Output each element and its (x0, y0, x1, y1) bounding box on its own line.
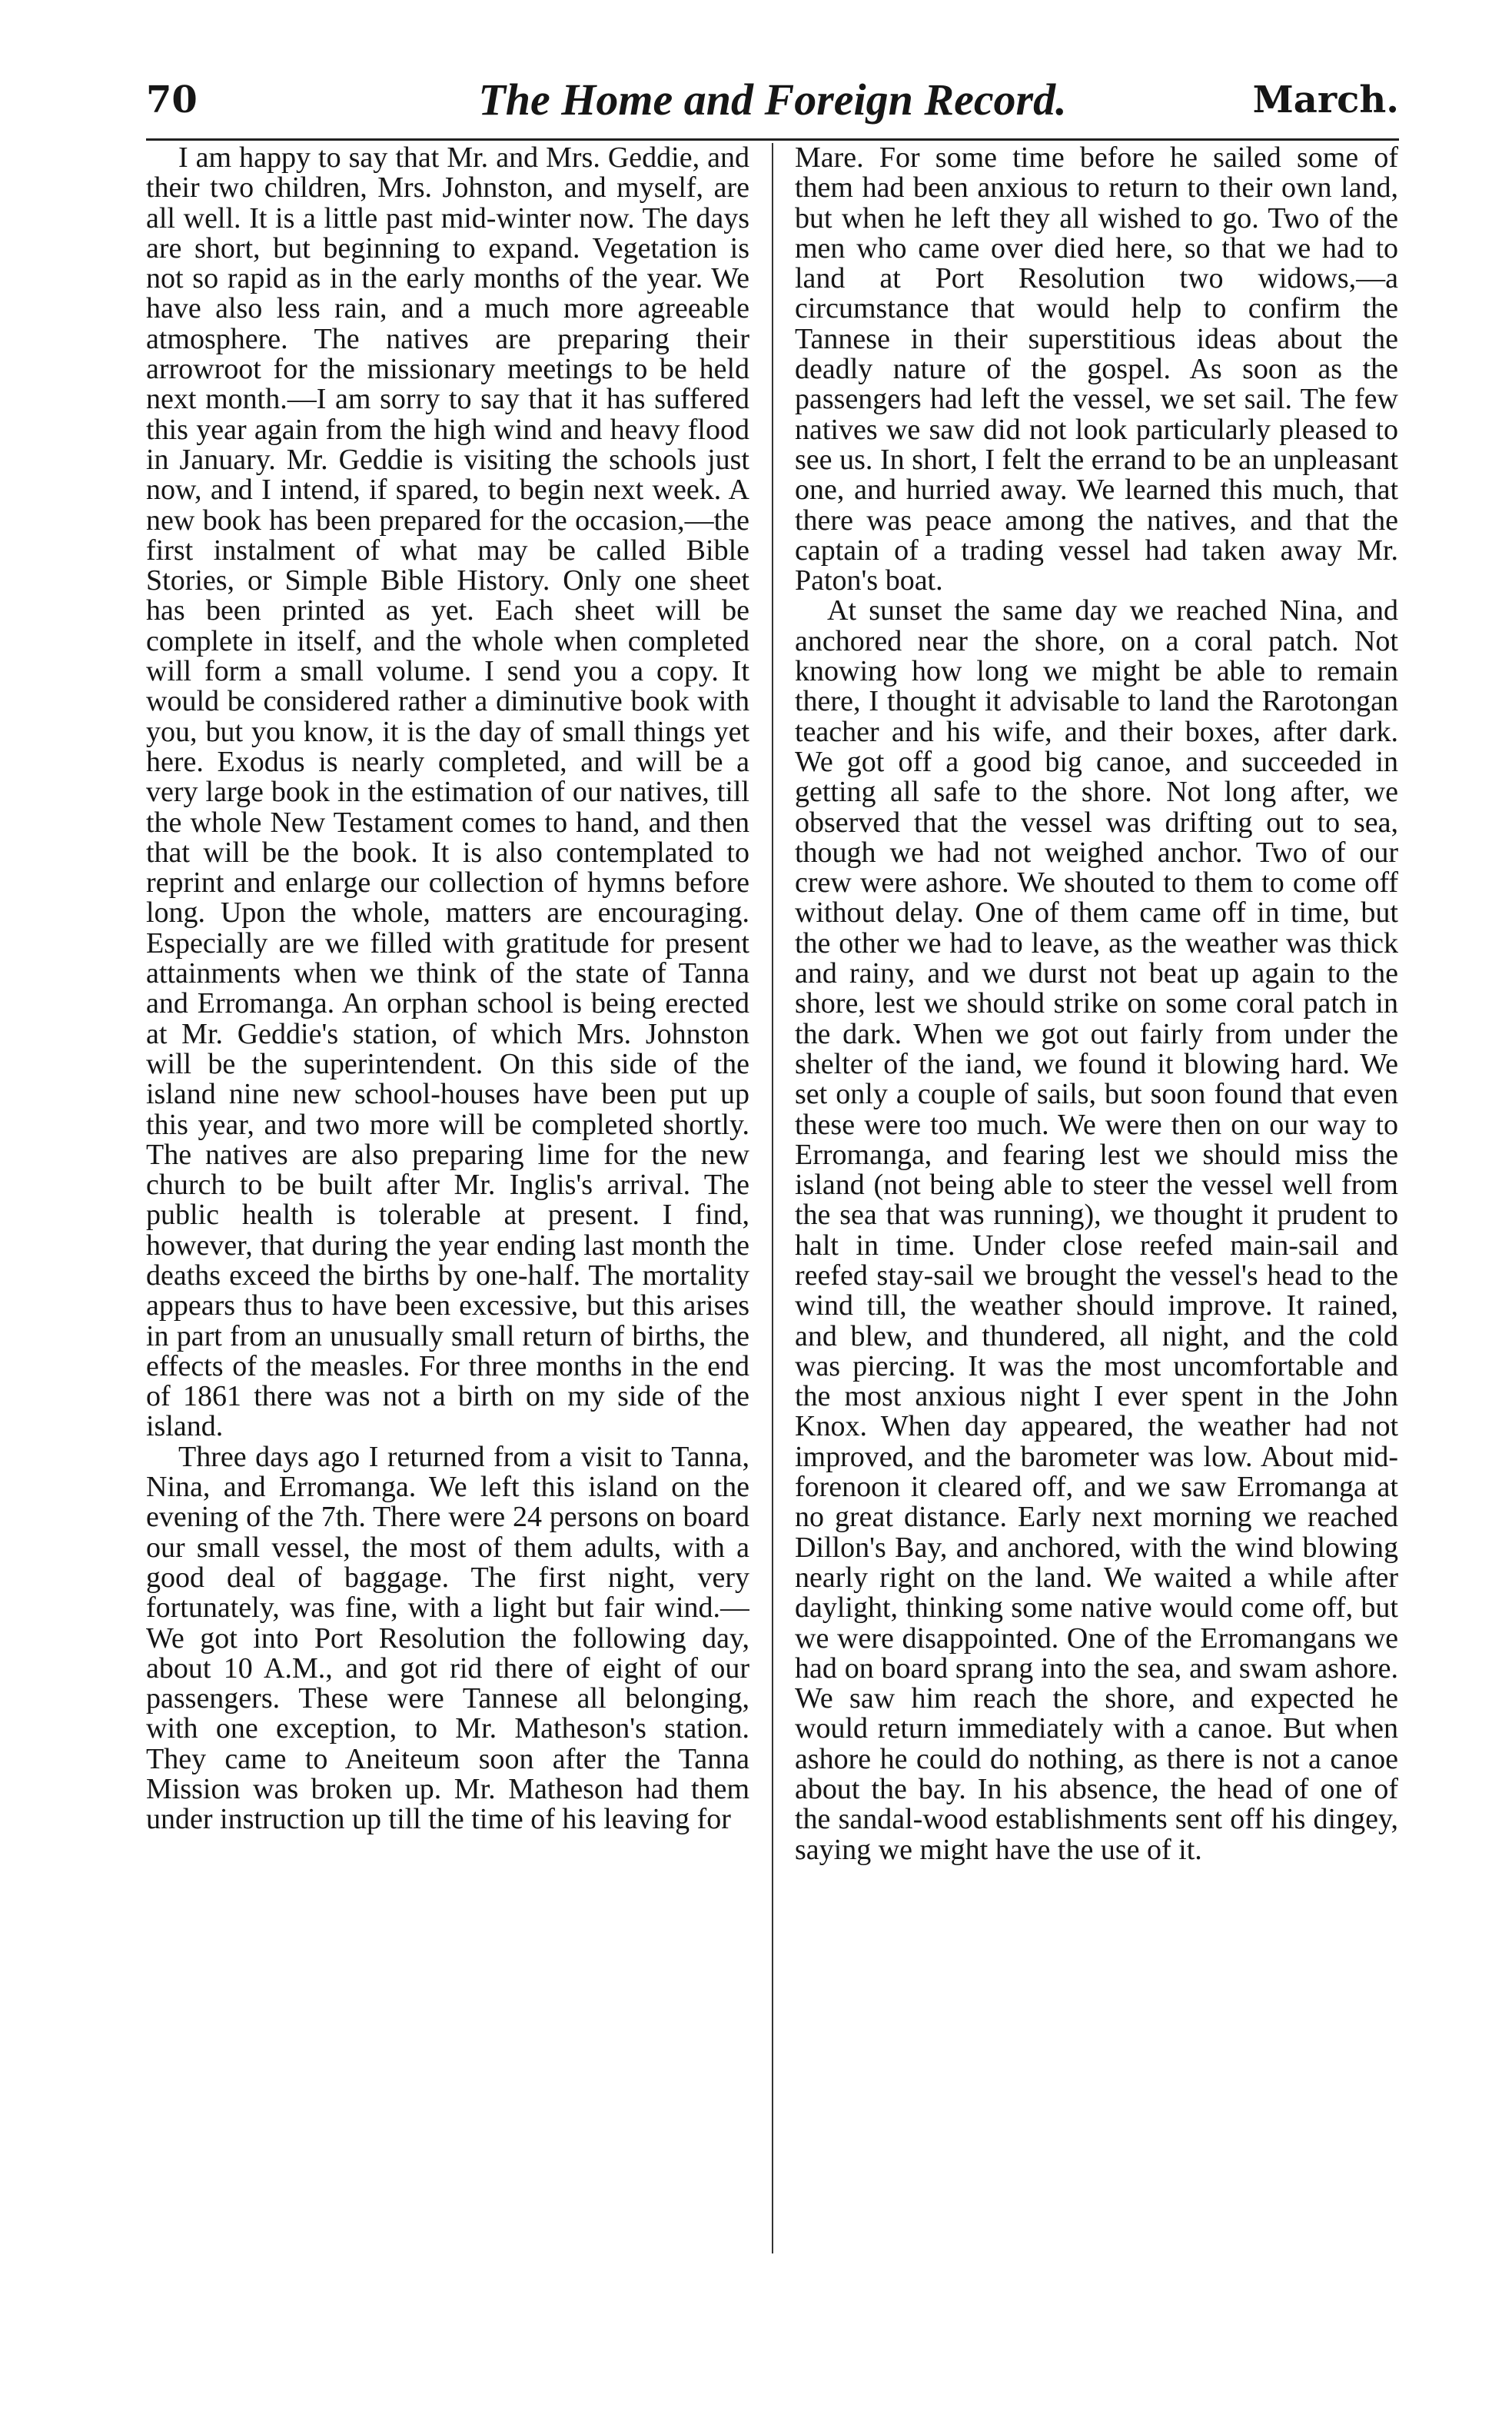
left-column (146, 143, 749, 2257)
publication-title: The Home and Foreign Record. (478, 75, 1067, 125)
page-header (146, 69, 1399, 131)
left-paragraph-1: I am happy to say that Mr. and Mrs. Geddie, and their two children, Mrs. Johnston, and myself, are all well. It is a little past mid-winter now. The days are short, but beginning to expand. Vegetation is not so rapid as in the early months of the year. We have also less rain, and a much more agreeable atmosphere. The natives are preparing their arrowroot for the missionary meetings to be held next month.—I am sorry to say that it has suffered this year again from the high wind and heavy flood in January. Mr. Geddie is visiting the schools just now, and I intend, if spared, to begin next week. A new book has been prepared for the occasion,—the first instalment of what may be called Bible Stories, or Simple Bible History. Only one sheet has been printed as yet. Each sheet will be complete in itself, and the whole when completed will form a small volume. I send you a copy. It would be considered rather a diminutive book with you, but you know, it is the day of small things yet here. Exodus is nearly completed, and will be a very large book in the estimation of our natives, till the whole New Testament comes to hand, and then that will be the book. It is also contemplated to reprint and enlarge our collection of hymns before long. Upon the whole, matters are encouraging. Especially are we filled with gratitude for present attainments when we think of the state of Tanna and Erromanga. An orphan school is being erected at Mr. Geddie's station, of which Mrs. Johnston will be the superintendent. On this side of the island nine new school-houses have been put up this year, and two more will be completed shortly. The natives are also preparing lime for the new church to be built after Mr. Inglis's arrival. The public health is tolerable at present. I find, however, that during the year ending last month the deaths exceed the births by one-half. The mortality appears thus to have been excessive, but this arises in part from an unusually small return of births, the effects of the measles. For three months in the end of 1861 there was not a birth on my side of the island. (146, 143, 749, 1443)
right-paragraph-1: Mare. For some time before he sailed some of them had been anxious to return to their own land, but when he left they all wished to go. Two of the men who came over died here, so that we had to land at Port Resolution two widows,—a circumstance that would help to confirm the Tannese in their superstitious ideas about the deadly nature of the gospel. As soon as the passengers had left the vessel, we set sail. The few natives we saw did not look particularly pleased to see us. In short, I felt the errand to be an unpleasant one, and hurried away. We learned this much, that there was peace among the natives, and that the captain of a trading vessel had taken away Mr. Paton's boat. (795, 143, 1398, 597)
right-paragraph-2: At sunset the same day we reached Nina, and anchored near the shore, on a coral patch. Not knowing how long we might be able to remain there, I thought it advisable to land the Rarotongan teacher and his wife, and their boxes, after dark. We got off a good big canoe, and succeeded in getting all safe to the shore. Not long after, we observed that the vessel was drifting out to sea, though we had not weighed anchor. Two of our crew were ashore. We shouted to them to come off without delay. One of them came off in time, but the other we had to leave, as the weather was thick and rainy, and we durst not beat up again to the shore, lest we should strike on some coral patch in the dark. When we got out fairly from under the shelter of the iand, we found it blowing hard. We set only a couple of sails, but soon found that even these were too much. We were then on our way to Erromanga, and fearing lest we should miss the island (not being able to steer the vessel well from the sea that was running), we thought it prudent to halt in time. Under close reefed main-sail and reefed stay-sail we brought the vessel's head to the wind till, the weather should improve. It rained, and blew, and thundered, all night, and the cold was piercing. It was the most uncomfortable and the most anxious night I ever spent in the John Knox. When day appeared, the weather had not improved, and the barometer was low. About mid-forenoon it cleared off, and we saw Erromanga at no great distance. Early next morning we reached Dillon's Bay, and anchored, with the wind blowing nearly right on the land. We waited a while after daylight, thinking some native would come off, but we were disappointed. One of the Erromangans we had on board sprang into the sea, and swam ashore. We saw him reach the shore, and expected he would return immediately with a canoe. But when ashore he could do nothing, as there is not a canoe about the bay. In his absence, the head of one of the sandal-wood establishments sent off his dingey, saying we might have the use of it. (795, 594, 1398, 1866)
issue-month: March. (1252, 78, 1399, 121)
left-paragraph-2: Three days ago I returned from a visit to Tanna, Nina, and Erromanga. We left this island on the evening of the 7th. There were 24 persons on board our small vessel, the most of them adults, with a good deal of baggage. The first night, very fortunately, was fine, with a light but fair wind.—We got into Port Resolution the following day, about 10 A.M., and got rid there of eight of our passengers. These were Tannese all belonging, with one exception, to Mr. Matheson's station. They came to Aneiteum soon after the Tanna Mission was broken up. Mr. Matheson had them under instruction up till the time of his leaving for (146, 1440, 749, 1836)
page-number: 70 (146, 78, 198, 121)
header-rule (146, 138, 1399, 141)
right-column (795, 143, 1398, 2257)
column-divider (772, 143, 773, 2253)
